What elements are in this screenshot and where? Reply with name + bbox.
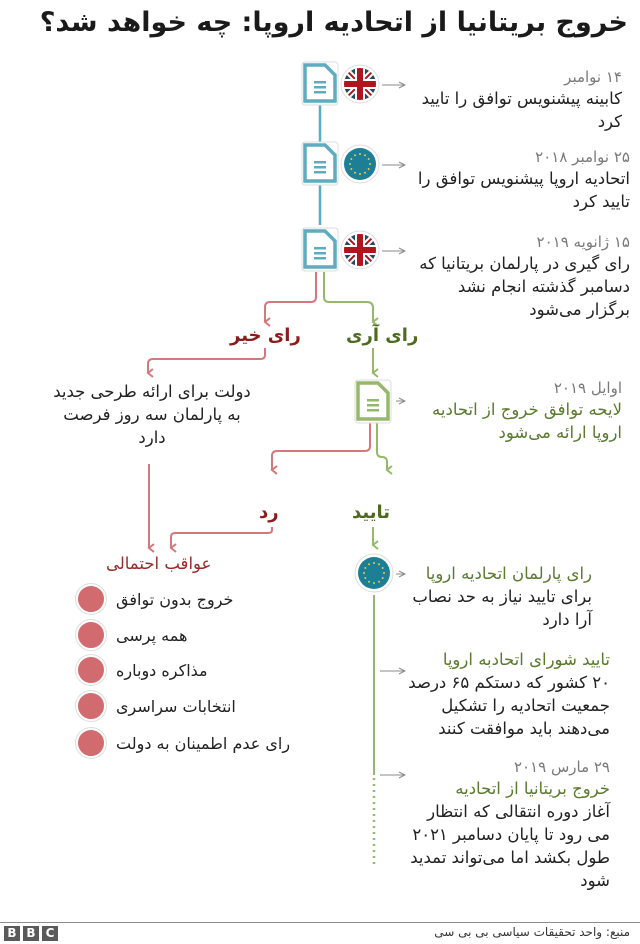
event-text: کابینه پیشنویس توافق را تایید کرد (421, 89, 622, 131)
step-heading: تایید شورای اتحادبه اروپا (442, 650, 610, 669)
timeline-event-3 (410, 232, 630, 321)
document-icon-bill (355, 380, 391, 423)
approval-step-2 (402, 648, 610, 740)
event-text: لایحه توافق خروج از اتحادیه اروپا ارائه می‌شود (432, 400, 622, 442)
uk-flag-icon (341, 231, 379, 269)
red-dot-icon (76, 655, 106, 685)
step-text: ۲۰ کشور که دستکم ۶۵ درصد جمعیت اتحادیه را تشکیل می‌دهند باید موافقت کنند (408, 673, 610, 738)
consequence-item: انتخابات سراسری (76, 691, 236, 721)
event-date: ۲۹ مارس ۲۰۱۹ (513, 758, 610, 776)
event-text: رای گیری در پارلمان بریتانیا که دسامبر گذشته انجام نشد برگزار می‌شود (419, 254, 630, 319)
uk-flag-icon (341, 65, 379, 103)
event-date: ۱۵ ژانویه ۲۰۱۹ (536, 233, 630, 251)
consequence-item: رای عدم اطمینان به دولت (76, 728, 290, 758)
footer-divider (0, 922, 640, 923)
red-dot-icon (76, 691, 106, 721)
source-credit: منبع: واحد تحقیقات سیاسی بی بی سی (434, 925, 630, 939)
consequences-title: عواقب احتمالی (106, 554, 212, 573)
bill-event (400, 378, 622, 444)
approval-step-3 (402, 757, 610, 892)
eu-flag-icon (355, 554, 393, 592)
red-dot-icon (76, 728, 106, 758)
step-heading: خروج بریتانیا از اتحادیه (455, 779, 610, 798)
no-vote-label: رای خیر (230, 325, 301, 346)
consequence-item: مذاکره دوباره (76, 655, 208, 685)
reject-label: رد (259, 502, 279, 523)
bbc-logo: B B C (4, 926, 58, 941)
consequence-item: خروج بدون توافق (76, 584, 233, 614)
approval-step-1 (402, 562, 592, 631)
yes-vote-label: رای آری (346, 325, 419, 346)
no-vote-description: دولت برای ارائه طرحی جدید به پارلمان سه روز فرصت دارد (53, 382, 251, 447)
event-date: ۱۴ نوامبر (564, 68, 622, 86)
consequence-item: همه پرسی (76, 620, 187, 650)
step-heading: رای پارلمان اتحادیه اروپا (425, 564, 592, 583)
step-text: آغاز دوره انتقالی که انتظار می رود تا پایان دسامبر ۲۰۲۱ طول بکشد اما می‌تواند تمدید شود (410, 802, 610, 890)
red-dot-icon (76, 584, 106, 614)
step-text: برای تایید نیاز به حد نصاب آرا دارد (412, 587, 592, 629)
event-date: اوایل ۲۰۱۹ (553, 379, 622, 397)
eu-flag-icon (341, 145, 379, 183)
event-text: اتحادیه اروپا پیشنویس توافق را تایید کرد (417, 169, 630, 211)
timeline-event-2 (410, 147, 630, 213)
document-icon (302, 228, 338, 271)
event-date: ۲۵ نوامبر ۲۰۱۸ (535, 148, 630, 166)
page-title: خروج بریتانیا از اتحادیه اروپا: چه خواهد شد؟ (39, 7, 628, 38)
red-dot-icon (76, 620, 106, 650)
timeline-event-1 (410, 67, 622, 133)
document-icon (302, 142, 338, 185)
approve-label: تایید (352, 502, 391, 523)
document-icon (302, 62, 338, 105)
